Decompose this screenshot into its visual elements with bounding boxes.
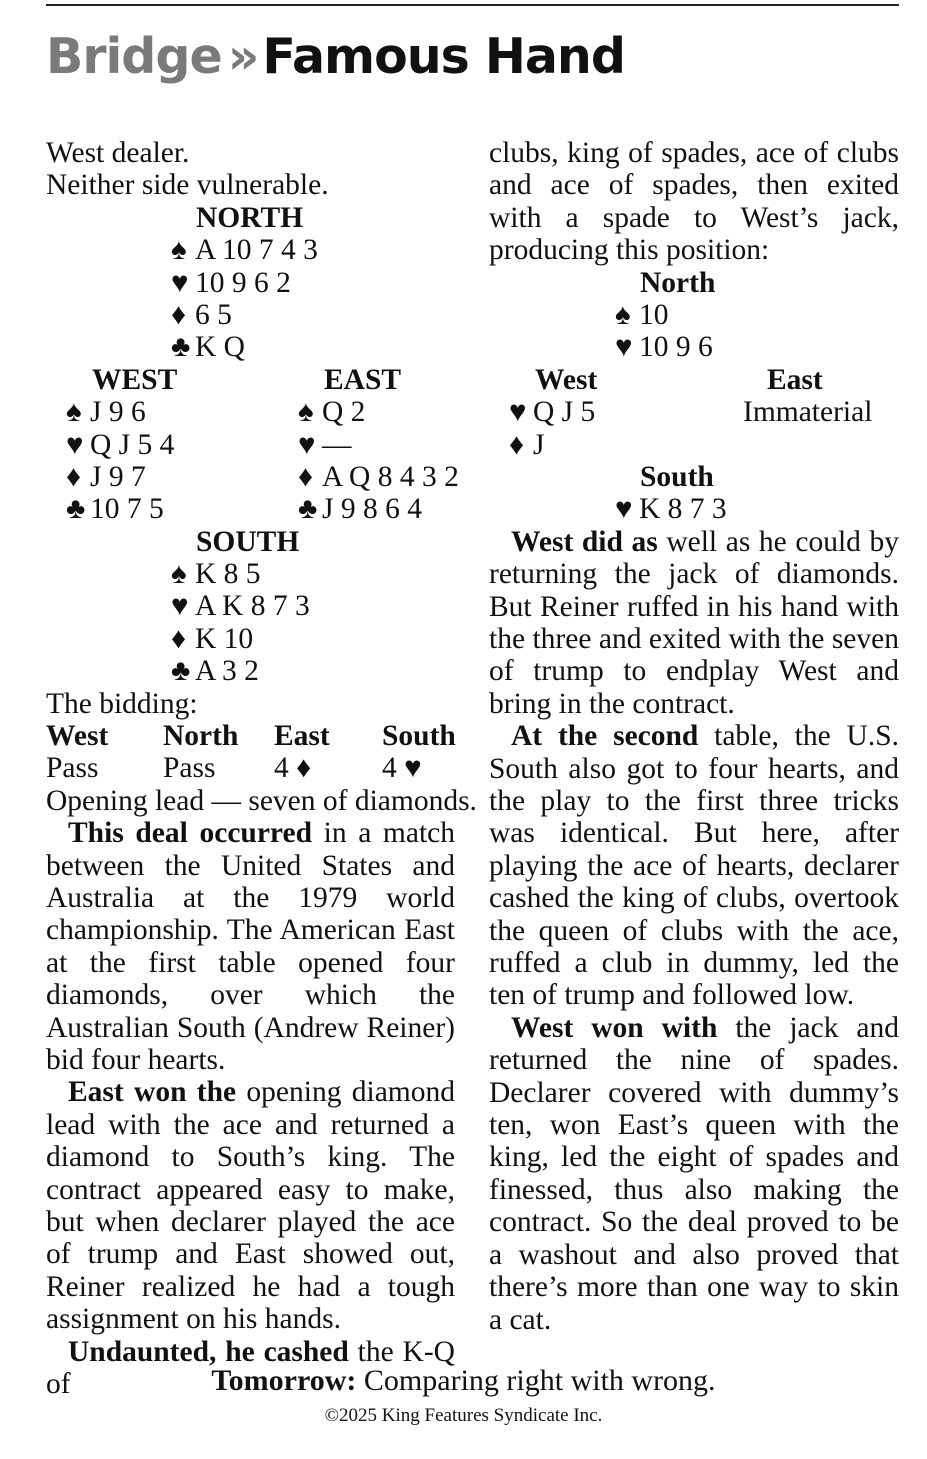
- paragraph: Undaunted, he cashed the K-Q of: [46, 1335, 455, 1401]
- north-spades: ♠ A 10 7 4 3: [171, 234, 318, 267]
- club-icon: ♣: [171, 331, 191, 364]
- end-position-diagram: [489, 267, 899, 526]
- position-west-hearts: ♥ Q J 5: [509, 396, 596, 429]
- east-hearts: ♥ —: [298, 428, 352, 461]
- heart-icon: ♥: [66, 428, 84, 461]
- tomorrow-teaser: Tomorrow: Comparing right with wrong.: [211, 1364, 716, 1397]
- south-diamonds: ♦ K 10: [171, 622, 254, 655]
- diamond-icon: ♦: [171, 622, 187, 655]
- diamond-icon: ♦: [509, 428, 525, 461]
- top-rule: [46, 4, 899, 6]
- south-clubs: ♣ A 3 2: [171, 655, 259, 688]
- position-south-label: South: [640, 460, 714, 493]
- vulnerability-line: Neither side vulnerable.: [46, 169, 329, 202]
- dealer-line: West dealer.: [46, 137, 190, 169]
- paragraph: clubs, king of spades, ace of clubs and ace of spades, then exited with a spade to West’s jack, producing this position:: [489, 137, 899, 267]
- diamond-icon: ♦: [171, 298, 187, 331]
- east-diamonds: ♦ A Q 8 4 3 2: [298, 460, 459, 493]
- position-east-label: East: [767, 363, 823, 396]
- east-label: EAST: [324, 363, 402, 396]
- section-name: Bridge: [46, 28, 222, 85]
- heart-icon: ♥: [298, 428, 316, 461]
- south-spades: ♠ K 8 5: [171, 558, 261, 591]
- position-north-spades: ♠ 10: [615, 299, 669, 332]
- spade-icon: ♠: [615, 299, 631, 332]
- diamond-icon: ♦: [66, 460, 82, 493]
- west-diamonds: ♦ J 9 7: [66, 460, 146, 493]
- bidding-header-row: West North East South: [46, 720, 456, 753]
- column-title: Famous Hand: [262, 28, 625, 85]
- paragraph: East won the opening diamond lead with the ace and returned a diamond to South’s king. The contract appeared easy to make, but when declarer played the ace of trump and East showed out, Reiner realized he had a tough assignment on his hands.: [46, 1076, 456, 1336]
- west-clubs: ♣ 10 7 5: [66, 493, 164, 526]
- west-label: WEST: [92, 363, 178, 396]
- bidding-calls-row: Pass Pass 4 ♦ 4 ♥: [46, 752, 422, 785]
- spade-icon: ♠: [66, 396, 82, 429]
- club-icon: ♣: [171, 655, 191, 688]
- paragraph: West did as well as he could by returning the jack of diamonds. But Reiner ruffed in his hand with the three and exited with the seven of trump to endplay West and bring in the contract.: [489, 525, 900, 720]
- position-north-label: North: [640, 266, 716, 299]
- opening-lead: Opening lead — seven of diamonds.: [46, 784, 477, 817]
- north-label: NORTH: [196, 201, 304, 234]
- heart-icon: ♥: [171, 266, 189, 299]
- paragraph: This deal occurred in a match between the United States and Australia at the 1979 world championship. The American East at the first table opened four diamonds, over which the Australian South (Andrew Reiner) bid four hearts.: [46, 817, 456, 1077]
- heart-icon: ♥: [509, 396, 527, 429]
- position-west-label: West: [535, 363, 598, 396]
- east-spades: ♠ Q 2: [298, 396, 366, 429]
- bidding-label: The bidding:: [46, 687, 198, 720]
- paragraph: West won with the jack and returned the nine of spades. Declarer covered with dummy’s ten, won East’s queen with the king, led the eight of spades and finessed, thus also making the contract. So the deal proved to be a washout and also proved that there’s more than one way to skin a cat.: [489, 1011, 899, 1336]
- north-clubs: ♣ K Q: [171, 331, 245, 364]
- club-icon: ♣: [66, 493, 86, 526]
- club-icon: ♣: [298, 493, 318, 526]
- heart-icon: ♥: [171, 590, 189, 623]
- south-label: SOUTH: [196, 525, 300, 558]
- west-spades: ♠ J 9 6: [66, 396, 146, 429]
- right-column: [489, 137, 899, 1336]
- north-diamonds: ♦ 6 5: [171, 298, 232, 331]
- copyright: ©2025 King Features Syndicate Inc.: [324, 1405, 603, 1426]
- spade-icon: ♠: [298, 396, 314, 429]
- position-north-hearts: ♥ 10 9 6: [615, 331, 713, 364]
- spade-icon: ♠: [171, 558, 187, 591]
- spade-icon: ♠: [171, 234, 187, 267]
- title-separator: »: [227, 28, 259, 85]
- heart-icon: ♥: [615, 331, 633, 364]
- diamond-icon: ♦: [298, 460, 314, 493]
- north-hearts: ♥ 10 9 6 2: [171, 266, 291, 299]
- east-clubs: ♣ J 9 8 6 4: [298, 493, 422, 526]
- position-south-hearts: ♥ K 8 7 3: [615, 493, 727, 526]
- heart-icon: ♥: [615, 493, 633, 526]
- position-east-text: Immaterial: [743, 396, 873, 429]
- page-title: [46, 28, 625, 87]
- west-hearts: ♥ Q J 5 4: [66, 428, 175, 461]
- south-hearts: ♥ A K 8 7 3: [171, 590, 310, 623]
- position-west-diamonds: ♦ J: [509, 428, 545, 461]
- paragraph: At the second table, the U.S. South also got to four hearts, and the play to the first three tricks was identical. But here, after playing the ace of hearts, declarer cashed the king of clubs, overtook the queen of clubs with the ace, ruffed a club in dummy, led the ten of trump and followed low.: [489, 720, 899, 1012]
- deal-diagram: [46, 201, 459, 688]
